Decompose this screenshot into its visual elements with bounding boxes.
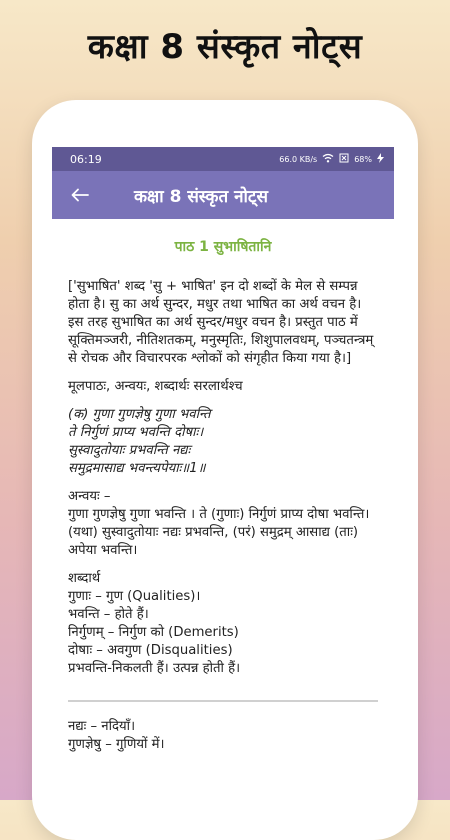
section-subtitle: मूलपाठः, अन्वयः, शब्दार्थः सरलार्थश्च	[68, 379, 243, 394]
network-speed: 66.0 KB/s	[279, 154, 318, 164]
app-screen	[52, 147, 394, 800]
more-words-block	[68, 718, 378, 754]
shabdarth-line: दोषाः – अवगुण (Disqualities)	[68, 643, 233, 658]
section-divider	[68, 700, 378, 702]
app-bar	[52, 171, 394, 219]
battery-level: 68%	[354, 154, 372, 164]
charging-icon	[377, 153, 384, 165]
promo-headline: कक्षा 8 संस्कृत नोट्स	[87, 27, 363, 67]
anvaya-block	[68, 488, 378, 560]
app-bar-title: कक्षा 8 संस्कृत नोट्स	[134, 186, 268, 207]
sim-icon	[339, 153, 349, 165]
verse-line: (क) गुणा गुणज्ञेषु गुणा भवन्ति	[68, 407, 211, 422]
shabdarth-line: गुणाः – गुण (Qualities)।	[68, 589, 201, 604]
shabdarth-line: भवन्ति – होते हैं।	[68, 607, 149, 622]
lesson-intro: ['सुभाषित' शब्द 'सु + भाषित' इन दो शब्दों के मेल से सम्पन्न होता है। सु का अर्थ सुन्दर, मधुर तथा भाषित का अर्थ वचन है। इस तरह सुभाषित का अर्थ सुन्दर/मधुर वचन है। प्रस्तुत पाठ में सूक्तिमञ्जरी, नीतिशतकम्, मनुस्मृतिः, शिशुपालवधम्, पञ्चतन्त्रम् से रोचक और विचारपरक श्लोकों को संगृहीत किया गया है।]	[68, 279, 374, 366]
status-bar	[52, 147, 394, 171]
notes-content	[52, 237, 394, 754]
shabdarth-block	[68, 570, 378, 678]
shabdarth-heading: शब्दार्थ	[68, 571, 101, 586]
word-meaning-line: नद्यः – नदियाँ।	[68, 719, 136, 734]
wifi-icon	[322, 153, 334, 165]
verse-line: समुद्रमासाद्य भवन्त्यपेयाः॥1॥	[68, 461, 206, 476]
shabdarth-line: निर्गुणम् – निर्गुण को (Demerits)	[68, 625, 239, 640]
shabdarth-line: प्रभवन्ति-निकलती हैं। उत्पन्न होती हैं।	[68, 661, 241, 676]
lesson-title: पाठ 1 सुभाषितानि	[174, 239, 272, 255]
anvaya-heading: अन्वयः –	[68, 489, 111, 504]
status-time: 06:19	[70, 152, 102, 166]
anvaya-text: गुणा गुणज्ञेषु गुणा भवन्ति । ते (गुणाः) निर्गुणं प्राप्य दोषा भवन्ति। (यथा) सुस्वादुतोयाः नद्यः प्रभवन्ति, (परं) समुद्रम् आसाद्य (ताः) अपेया भवन्ति।	[68, 507, 370, 558]
back-arrow-icon[interactable]	[66, 181, 94, 209]
word-meaning-line: गुणज्ञेषु – गुणियों में।	[68, 737, 165, 752]
status-icons	[279, 153, 384, 165]
verse-line: सुस्वादुतोयाः प्रभवन्ति नद्यः	[68, 443, 191, 458]
verse-line: ते निर्गुणं प्राप्य भवन्ति दोषाः।	[68, 425, 204, 440]
verse-block	[68, 406, 378, 478]
